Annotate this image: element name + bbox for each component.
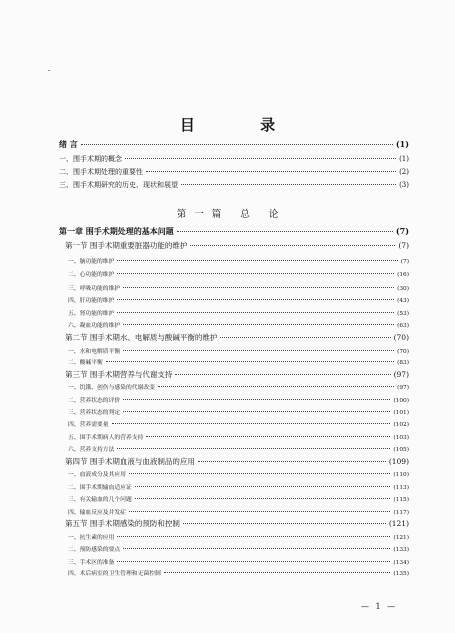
toc-entry-label: 四、营养需要量	[68, 422, 109, 428]
toc-entry-page: (133)	[393, 547, 409, 553]
toc-entry	[65, 240, 409, 252]
toc-entry-page: (16)	[397, 272, 409, 278]
dot-leader	[123, 404, 390, 412]
dot-leader	[117, 253, 397, 261]
dot-leader	[135, 479, 391, 487]
toc-entry-label: 六、营养支持方法	[68, 447, 115, 453]
toc-entry-label: 二、营养状态的评价	[68, 398, 121, 404]
toc-entry-label: 二、心功能的维护	[68, 272, 115, 278]
toc-entry-page: (2)	[399, 168, 409, 176]
toc-entry-page: (1)	[395, 139, 409, 149]
toc-entry-label: 三、呼吸功能的维护	[68, 286, 121, 292]
toc-entry-label: 四、输血反应及并发症	[68, 510, 126, 516]
toc-entry	[59, 179, 409, 191]
dot-leader	[198, 454, 386, 462]
toc-entry-page: (53)	[397, 311, 409, 317]
toc-entry-page: (97)	[397, 385, 409, 391]
page-title: 目 录	[179, 116, 306, 134]
toc-entry-page: (3)	[399, 181, 409, 189]
dot-leader	[106, 354, 394, 362]
toc-entry-page: (113)	[393, 485, 409, 491]
toc-entry-label: 第四节 围手术期血液与血液制品的应用	[65, 457, 195, 466]
toc-entry-label: 一、饥饿、创伤与感染的代谢改变	[68, 385, 155, 391]
toc-entry-page: (109)	[388, 457, 409, 466]
toc-entry-label: 一、抗生素的应用	[68, 535, 115, 541]
scan-speck	[48, 70, 50, 71]
toc-entry-page: (70)	[397, 349, 409, 355]
dot-leader	[117, 529, 390, 537]
toc-entry-page: (121)	[393, 535, 409, 541]
toc-entry-page: (7)	[395, 226, 409, 236]
dot-leader	[117, 441, 390, 449]
dot-leader	[164, 565, 391, 573]
toc-entry	[68, 567, 409, 579]
dot-leader	[81, 137, 393, 145]
toc-entry-page: (121)	[388, 519, 409, 528]
toc-entry-label: 一、围手术期的概念	[59, 155, 122, 163]
toc-entry-label: 绪 言	[59, 139, 78, 149]
toc-entry-label: 第一章 围手术期处理的基本问题	[59, 226, 174, 236]
dot-leader	[146, 164, 396, 172]
dot-leader	[117, 266, 394, 274]
toc-entry-label: 四、术后病室的卫生管理和无菌控制	[68, 571, 161, 577]
toc-entry-label: 三、营养状态的判定	[68, 410, 121, 416]
toc-entry-page: (105)	[393, 447, 409, 453]
toc-entry-page: (135)	[393, 571, 409, 577]
dot-leader	[123, 392, 390, 400]
toc-entry-label: 一、水和电解质平衡	[68, 349, 121, 355]
dot-leader	[123, 317, 394, 325]
dot-leader	[117, 292, 394, 300]
toc-entry-page: (63)	[397, 323, 409, 329]
dot-leader	[123, 280, 394, 288]
toc-entry-page: (117)	[393, 510, 409, 516]
dot-leader	[129, 504, 390, 512]
toc-entry-page: (100)	[393, 398, 409, 404]
toc-entry-page: (102)	[393, 422, 409, 428]
toc-entry-label: 一、脑功能的维护	[68, 259, 115, 265]
dot-leader	[183, 516, 386, 524]
dot-leader	[177, 224, 393, 232]
toc-entry-page: (7)	[400, 259, 409, 265]
toc-entry-label: 二、预防感染的要点	[68, 547, 121, 553]
dot-leader	[135, 491, 391, 499]
toc-entry-page: (7)	[398, 241, 409, 250]
toc-entry-page: (97)	[393, 370, 409, 379]
dot-leader	[125, 151, 396, 159]
toc-entry-page: (1)	[399, 155, 409, 163]
footer-page-number: — 1 —	[361, 602, 398, 611]
dot-leader	[220, 330, 390, 338]
toc-entry-page: (30)	[397, 286, 409, 292]
toc-entry	[59, 138, 409, 150]
part-heading: 第一篇 总 论	[176, 209, 287, 220]
toc-entry-page: (103)	[393, 435, 409, 441]
toc-entry-page: (110)	[393, 472, 409, 478]
dot-leader	[190, 238, 395, 246]
toc-entry-label: 五、围手术期病人的营养支持	[68, 435, 144, 441]
toc-entry-label: 二、围手术期处理的重要性	[59, 168, 143, 176]
toc-entry-label: 四、肝功能的维护	[68, 298, 115, 304]
toc-entry-page: (101)	[393, 410, 409, 416]
toc-entry-label: 第五节 围手术期感染的预防和控制	[65, 519, 180, 528]
toc-entry-page: (83)	[397, 360, 409, 366]
toc-entry-label: 三、围手术期研究的历史、现状和展望	[59, 181, 178, 189]
toc-entry-page: (134)	[393, 560, 409, 566]
dot-leader	[181, 177, 396, 185]
dot-leader	[158, 379, 394, 387]
dot-leader	[129, 466, 390, 474]
toc-entry-page: (70)	[393, 333, 409, 342]
toc-entry-label: 三、手术区的准备	[68, 560, 115, 566]
toc-entry-label: 第三节 围手术期营养与代谢支持	[65, 370, 173, 379]
toc-entry-label: 五、肾功能的维护	[68, 311, 115, 317]
dot-leader	[117, 305, 394, 313]
dot-leader	[175, 367, 390, 375]
dot-leader	[146, 429, 390, 437]
toc-entry-label: 第二节 围手术期水、电解质与酸碱平衡的维护	[65, 333, 218, 342]
toc-entry-page: (43)	[397, 298, 409, 304]
toc-entry-label: 一、血液成分及其应用	[68, 472, 126, 478]
dot-leader	[112, 416, 391, 424]
toc-entry-label: 第一节 围手术期重要脏器功能的维护	[65, 241, 188, 250]
toc-entry-label: 二、围手术期输血适应证	[68, 485, 132, 491]
dot-leader	[123, 343, 394, 351]
toc-entry-label: 六、凝血功能的维护	[68, 323, 121, 329]
toc-entry	[68, 268, 409, 280]
toc-entry-label: 二、酸碱平衡	[68, 360, 103, 366]
toc-entry-label: 三、有关输血的几个问题	[68, 497, 132, 503]
toc-entry-page: (115)	[393, 497, 409, 503]
toc-entry	[59, 225, 409, 237]
dot-leader	[117, 554, 390, 562]
dot-leader	[123, 541, 390, 549]
